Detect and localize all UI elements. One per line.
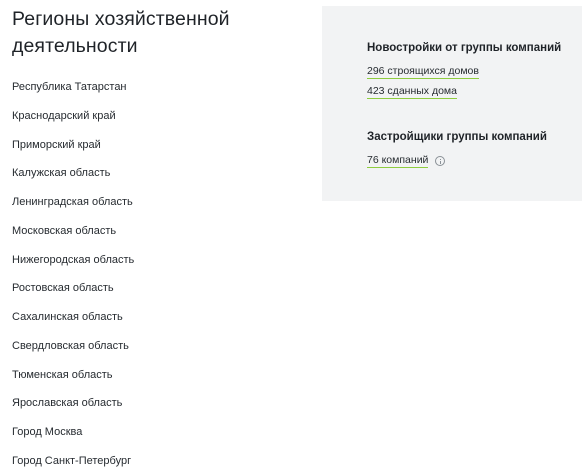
companies-link[interactable]: 76 компаний	[367, 154, 429, 166]
new-buildings-heading: Новостройки от группы компаний	[367, 42, 562, 54]
regions-title-line2: деятельности	[12, 35, 138, 57]
region-item: Свердловская область	[12, 339, 129, 352]
region-item: Калужская область	[12, 167, 111, 180]
region-item: Город Москва	[12, 426, 83, 438]
region-item: Ярославская область	[12, 397, 123, 410]
new-buildings-section	[367, 41, 561, 102]
under-construction-link[interactable]: 296 строящихся домов	[367, 65, 479, 77]
region-item: Московская область	[12, 224, 117, 237]
regions-title	[12, 6, 302, 60]
info-icon[interactable]	[435, 156, 445, 166]
region-item: Тюменская область	[12, 368, 113, 381]
regions-section	[12, 6, 302, 467]
region-item: Краснодарский край	[12, 109, 116, 122]
region-item: Сахалинская область	[12, 311, 123, 323]
region-item: Город Санкт-Петербург	[12, 454, 132, 467]
regions-list	[12, 80, 134, 474]
developers-section	[367, 130, 547, 171]
region-item: Республика Татарстан	[12, 81, 127, 93]
developers-heading: Застройщики группы компаний	[367, 131, 547, 143]
region-item: Нижегородская область	[12, 253, 135, 266]
completed-houses-link[interactable]: 423 сданных дома	[367, 85, 457, 97]
regions-title-line1: Регионы хозяйственной	[12, 8, 230, 30]
region-item: Ленинградская область	[12, 196, 133, 208]
region-item: Ростовская область	[12, 282, 114, 295]
region-item: Приморский край	[12, 138, 101, 151]
stats-panel	[322, 6, 582, 201]
